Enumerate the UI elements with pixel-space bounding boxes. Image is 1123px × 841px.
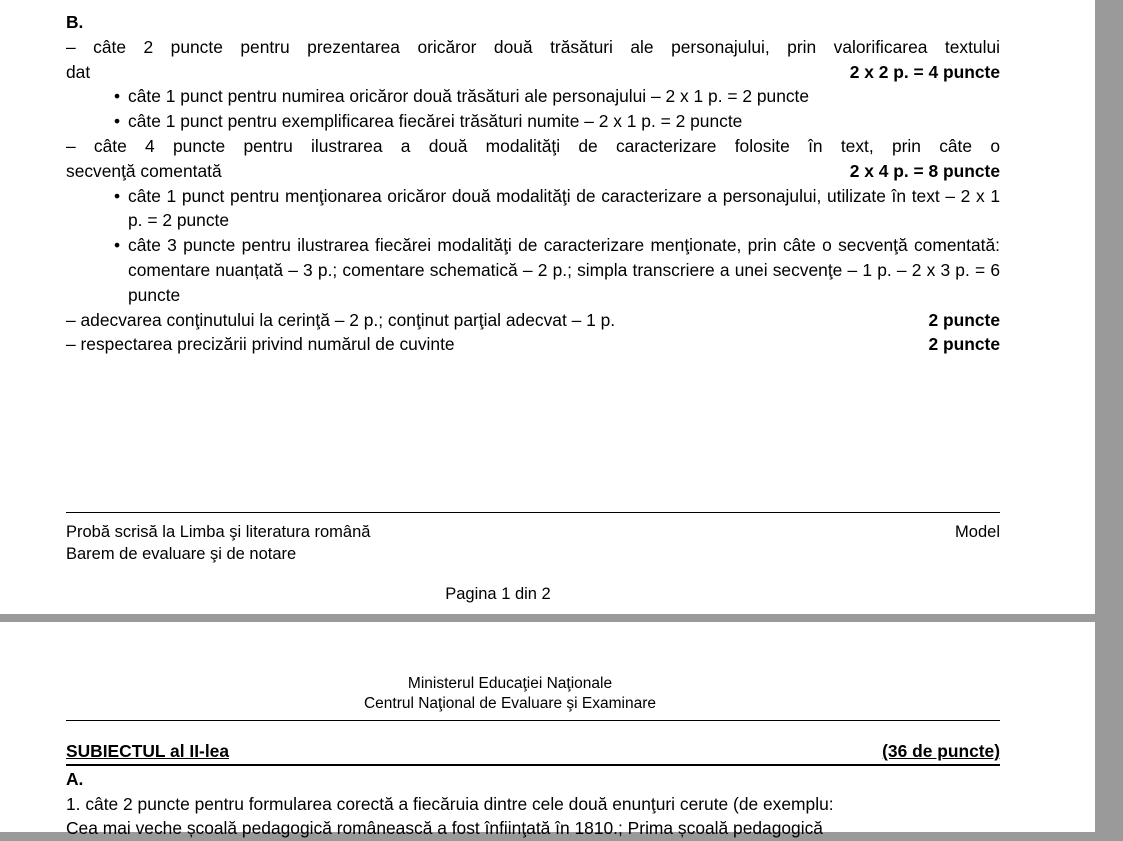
final-row-2-text: – respectarea precizării privind numărul de cuvinte bbox=[66, 334, 455, 355]
bullet-list-group-2 bbox=[66, 184, 1000, 308]
final-row-2 bbox=[66, 332, 1000, 357]
list-item: • câte 1 punct pentru exemplificarea fiecărei trăsături numite – 2 x 1 p. = 2 puncte bbox=[66, 109, 1000, 134]
page-2-body-line-2: Cea mai veche școală pedagogică românească a fost înfiinţată în 1810.; Prima școală pedagogică bbox=[66, 818, 823, 839]
footer-model-label: Model bbox=[955, 523, 1000, 541]
list-item: • câte 1 punct pentru numirea oricăror două trăsături ale personajului – 2 x 1 p. = 2 puncte bbox=[66, 84, 1000, 109]
final-row-1-score: 2 puncte bbox=[928, 309, 1000, 330]
section-label-a: A. bbox=[66, 768, 84, 789]
final-row-1-text: – adecvarea conţinutului la cerinţă – 2 p.; conţinut parţial adecvat – 1 p. bbox=[66, 309, 616, 330]
footer-subtitle: Barem de evaluare şi de notare bbox=[66, 545, 297, 563]
ministry-line-2: Centrul Naţional de Evaluare şi Examinare bbox=[363, 695, 657, 712]
bullet-list-group-1 bbox=[66, 84, 1000, 134]
footer-divider bbox=[66, 512, 1000, 513]
list-item: • câte 3 puncte pentru ilustrarea fiecărei modalităţi de caracterizare menţionate, prin câte o secvenţă comentată: comentare nuanțată – 3 p.; comentare schematică – 2 p.; simpla transcriere a unei secvenţe – 1 p. – 2 x 3 p. = 6 puncte bbox=[66, 233, 1000, 307]
criterion-2-line1: – câte 4 puncte pentru ilustrarea a două modalităţi de caracterizare folosite în text, prin câte o bbox=[66, 135, 1000, 156]
subject-points: (36 de puncte) bbox=[882, 741, 1000, 761]
document-page-2 bbox=[0, 622, 1095, 839]
section-label-b: B. bbox=[66, 12, 84, 32]
list-item: • câte 1 punct pentru menţionarea oricăror două modalităţi de caracterizare a personajului, utilizate în text – 2 x 1 p. = 2 puncte bbox=[66, 184, 1000, 234]
criterion-2-score: 2 x 4 p. = 8 puncte bbox=[849, 160, 1000, 181]
page-1-footer bbox=[66, 512, 1000, 605]
criterion-1-line1: – câte 2 puncte pentru prezentarea oricăror două trăsături ale personajului, prin valorificarea textului bbox=[66, 36, 1000, 57]
footer-top-row bbox=[66, 521, 1000, 543]
ministry-line-1: Ministerul Educaţiei Naţionale bbox=[407, 675, 613, 692]
criterion-1-score: 2 x 2 p. = 4 puncte bbox=[849, 61, 1000, 82]
page-2-body-line-1: 1. câte 2 puncte pentru formularea corectă a fiecăruia dintre cele două enunţuri cerute (de exemplu: bbox=[66, 793, 834, 814]
final-row-2-score: 2 puncte bbox=[928, 334, 1000, 355]
viewer-right-margin bbox=[1095, 0, 1123, 832]
subject-heading bbox=[66, 721, 1000, 764]
criterion-1-line2: dat bbox=[66, 61, 91, 82]
ministry-header bbox=[66, 622, 1000, 714]
page-separator bbox=[0, 614, 1123, 622]
criterion-2-line2: secvenţă comentată bbox=[66, 160, 222, 181]
final-row-1 bbox=[66, 308, 1000, 333]
footer-exam-title: Probă scrisă la Limba şi literatura română bbox=[66, 523, 371, 541]
subject-title: SUBIECTUL al II-lea bbox=[66, 741, 229, 761]
criterion-1-line2-row bbox=[66, 60, 1000, 85]
page-number: Pagina 1 din 2 bbox=[445, 585, 551, 603]
criterion-2-line2-row bbox=[66, 159, 1000, 184]
